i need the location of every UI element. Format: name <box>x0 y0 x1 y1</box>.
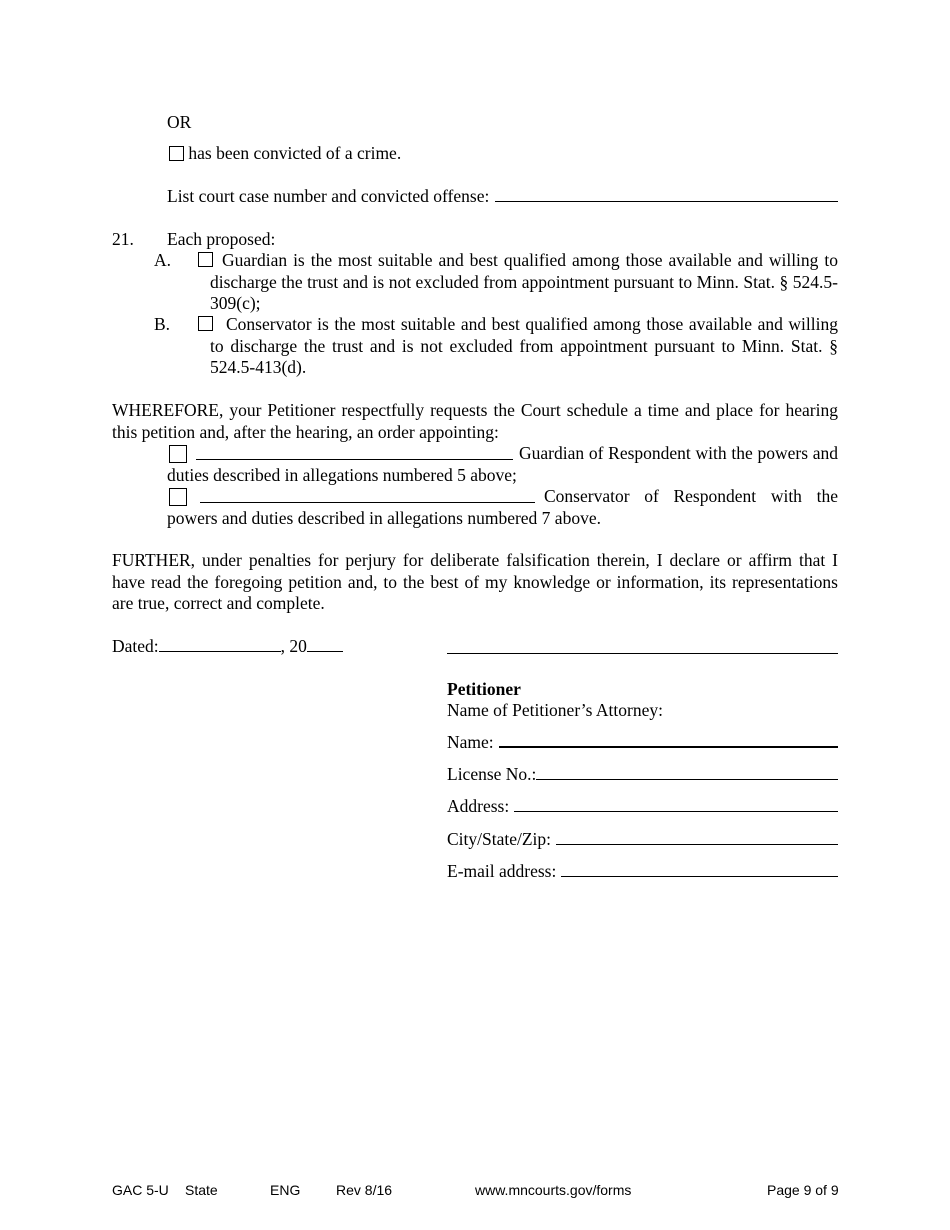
city-state-zip-row <box>447 829 838 851</box>
or-label: OR <box>167 112 192 132</box>
item-21-number: 21. <box>112 229 134 249</box>
petitioner-label: Petitioner <box>447 679 521 699</box>
item-21a-text: Guardian is the most suitable and best qualified among those available and willing to discharge the trust and is not excluded from appointment pursuant to Minn. Stat. § 524.5-309(c); <box>210 250 838 313</box>
dated-field[interactable] <box>159 639 281 652</box>
item-21b-letter: B. <box>154 314 171 334</box>
email-field[interactable] <box>561 862 838 877</box>
footer-form-id: GAC 5-U <box>112 1182 169 1198</box>
city-state-zip-label: City/State/Zip: <box>447 829 552 849</box>
wherefore-paragraph: WHEREFORE, your Petitioner respectfully requests the Court schedule a time and place for hearing this petition and, after the hearing, an order appointing: <box>112 400 838 442</box>
footer-jurisdiction: State <box>185 1182 218 1198</box>
convicted-row <box>169 143 401 165</box>
license-row <box>447 764 838 786</box>
appoint-conservator-text: Conservator of Respondent with the powers and duties described in allegations numbered 7 above. <box>167 486 838 528</box>
address-field[interactable] <box>514 797 838 812</box>
case-number-field[interactable] <box>495 187 838 202</box>
item-21-heading: Each proposed: <box>167 229 276 249</box>
footer-language: ENG <box>270 1182 301 1198</box>
attorney-name-field[interactable] <box>499 732 838 748</box>
attorney-name-row <box>447 732 838 754</box>
item-21b-text: Conservator is the most suitable and best qualified among those available and willing to discharge the trust and is not excluded from appointment pursuant to Minn. Stat. § 524.5-413(d). <box>210 314 838 377</box>
case-number-label: List court case number and convicted offense: <box>167 186 490 206</box>
city-state-zip-field[interactable] <box>556 830 838 845</box>
convicted-text: has been convicted of a crime. <box>188 143 402 163</box>
dated-row <box>112 636 343 658</box>
convicted-checkbox[interactable] <box>169 146 184 161</box>
petitioner-signature-line[interactable] <box>447 653 838 654</box>
footer-revision: Rev 8/16 <box>336 1182 393 1198</box>
license-field[interactable] <box>536 765 838 780</box>
address-row <box>447 796 838 818</box>
attorney-name-label: Name: <box>447 732 494 752</box>
footer-page-number: Page 9 of 9 <box>767 1182 839 1198</box>
case-number-row <box>167 186 838 208</box>
footer-website[interactable]: www.mncourts.gov/forms <box>475 1182 632 1198</box>
address-label: Address: <box>447 796 510 816</box>
year-prefix: , 20 <box>280 636 307 656</box>
license-label: License No.: <box>447 764 537 784</box>
appoint-guardian-text: Guardian of Respondent with the powers and duties described in allegations numbered 5 above; <box>167 443 838 485</box>
email-label: E-mail address: <box>447 861 557 881</box>
attorney-heading: Name of Petitioner’s Attorney: <box>447 700 663 720</box>
year-field[interactable] <box>307 639 343 652</box>
email-row <box>447 861 838 883</box>
further-paragraph: FURTHER, under penalties for perjury for deliberate falsification therein, I declare or affirm that I have read the foregoing petition and, to the best of my knowledge or information, its representations are true, correct and complete. <box>112 550 838 613</box>
dated-label: Dated: <box>112 636 159 656</box>
item-21a-letter: A. <box>154 250 172 270</box>
